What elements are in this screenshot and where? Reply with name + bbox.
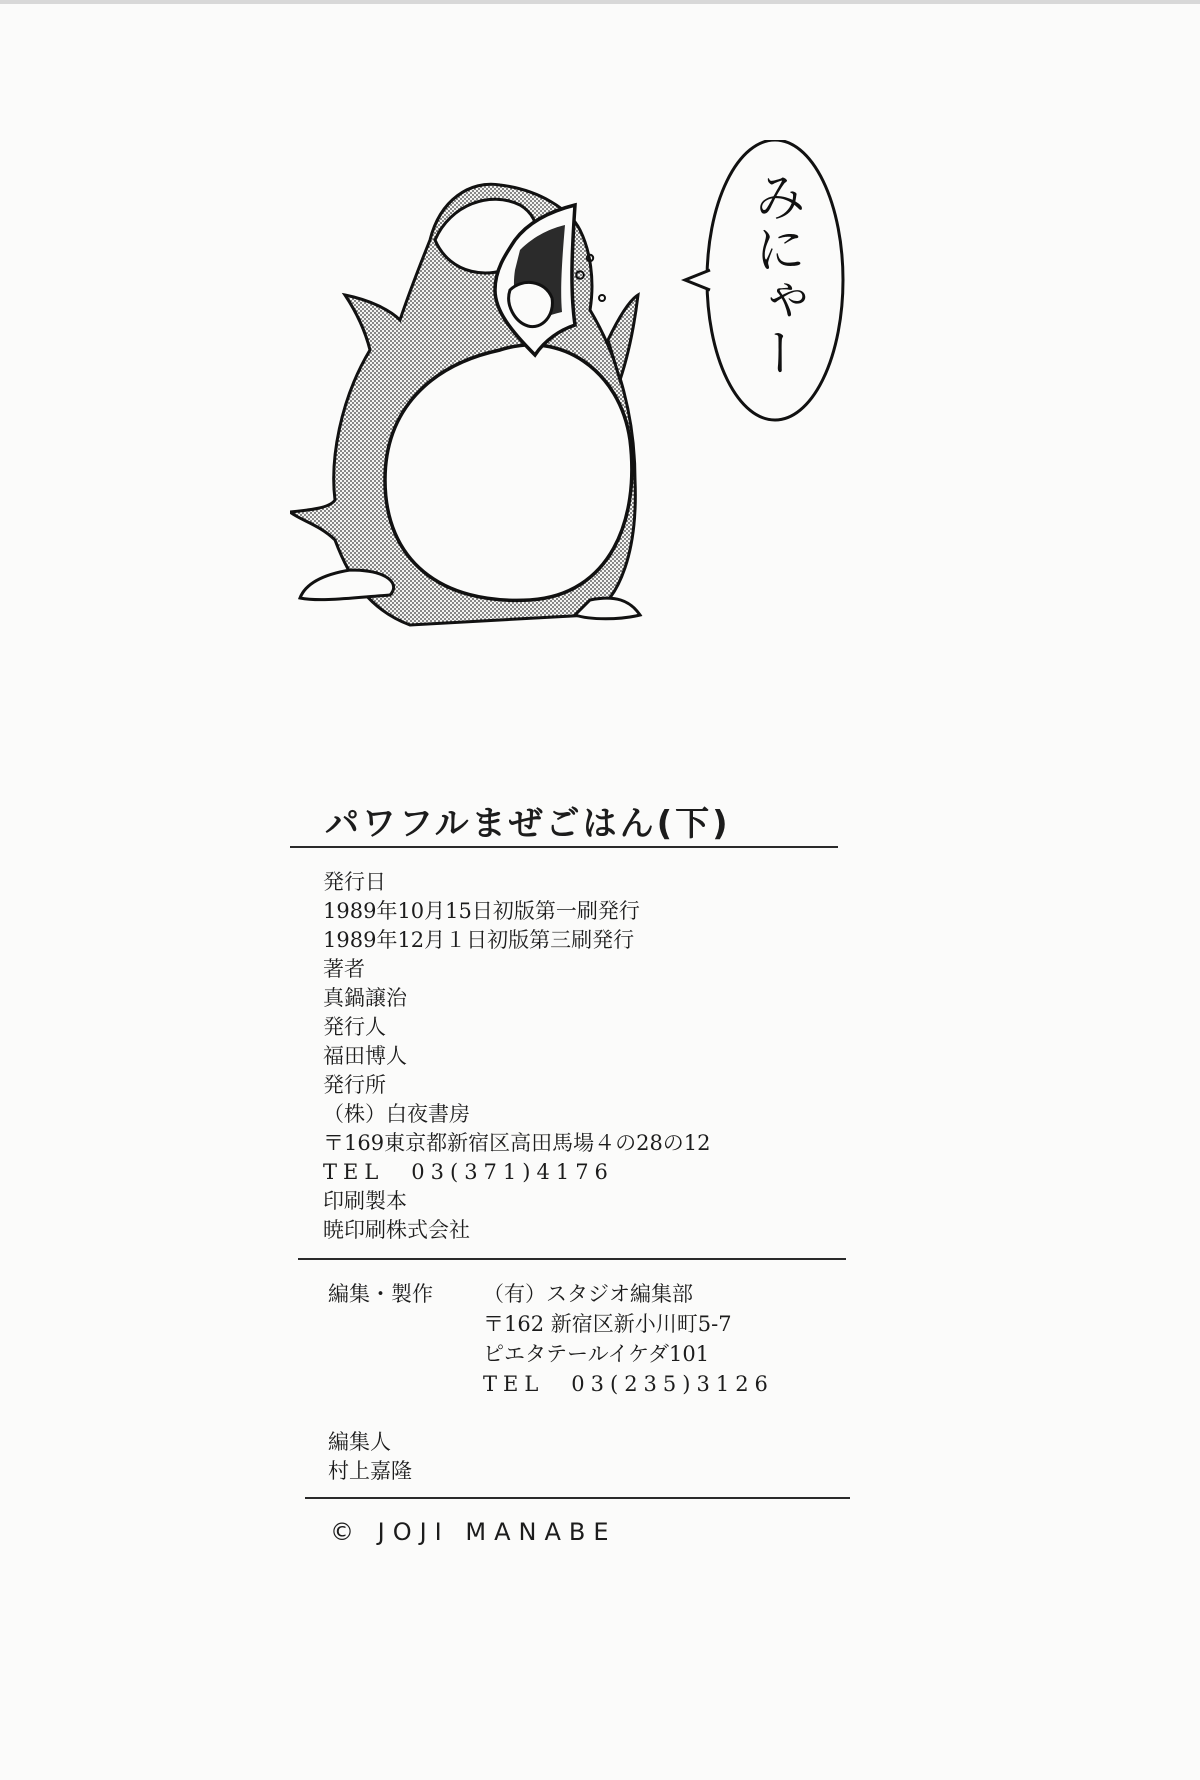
editing-tel: TEL 03(235)3126 [483, 1372, 774, 1396]
author-label: 著者 [323, 957, 365, 981]
third-printing: 1989年12月１日初版第三刷発行 [323, 928, 635, 952]
publisher-company: （株）白夜書房 [323, 1102, 470, 1126]
editor: 村上嘉隆 [328, 1459, 412, 1483]
penguin-illustration [290, 140, 880, 680]
printing-label: 印刷製本 [323, 1189, 407, 1213]
spit-drop [599, 295, 605, 301]
copyright-divider [305, 1497, 850, 1499]
page-top-edge [0, 0, 1200, 4]
printer-divider [298, 1258, 846, 1260]
publisher-person: 福田博人 [323, 1044, 407, 1068]
speech-bubble-text: みにゃー [745, 170, 805, 378]
copyright-line: © JOJI MANABE [330, 1518, 617, 1546]
first-printing: 1989年10月15日初版第一刷発行 [323, 899, 640, 923]
publisher-person-label: 発行人 [323, 1015, 386, 1039]
publisher-tel: TEL 03(371)4176 [323, 1160, 614, 1184]
editing-address-2: ピエタテールイケダ101 [483, 1342, 710, 1366]
author: 真鍋譲治 [323, 986, 407, 1010]
editing-label: 編集・製作 [328, 1282, 433, 1306]
editor-label: 編集人 [328, 1430, 391, 1454]
publisher-label: 発行所 [323, 1073, 386, 1097]
publisher-address: 〒169東京都新宿区高田馬場４の28の12 [323, 1131, 711, 1155]
title-divider [290, 846, 838, 848]
editing-address-1: 〒162 新宿区新小川町5-7 [483, 1312, 732, 1336]
publication-date-label: 発行日 [323, 870, 386, 894]
speech-bubble-tail [685, 270, 710, 290]
editing-company: （有）スタジオ編集部 [483, 1282, 693, 1306]
penguin-left-foot [300, 570, 394, 600]
printer: 暁印刷株式会社 [323, 1218, 470, 1242]
book-title: パワフルまぜごはん(下) [325, 804, 731, 844]
